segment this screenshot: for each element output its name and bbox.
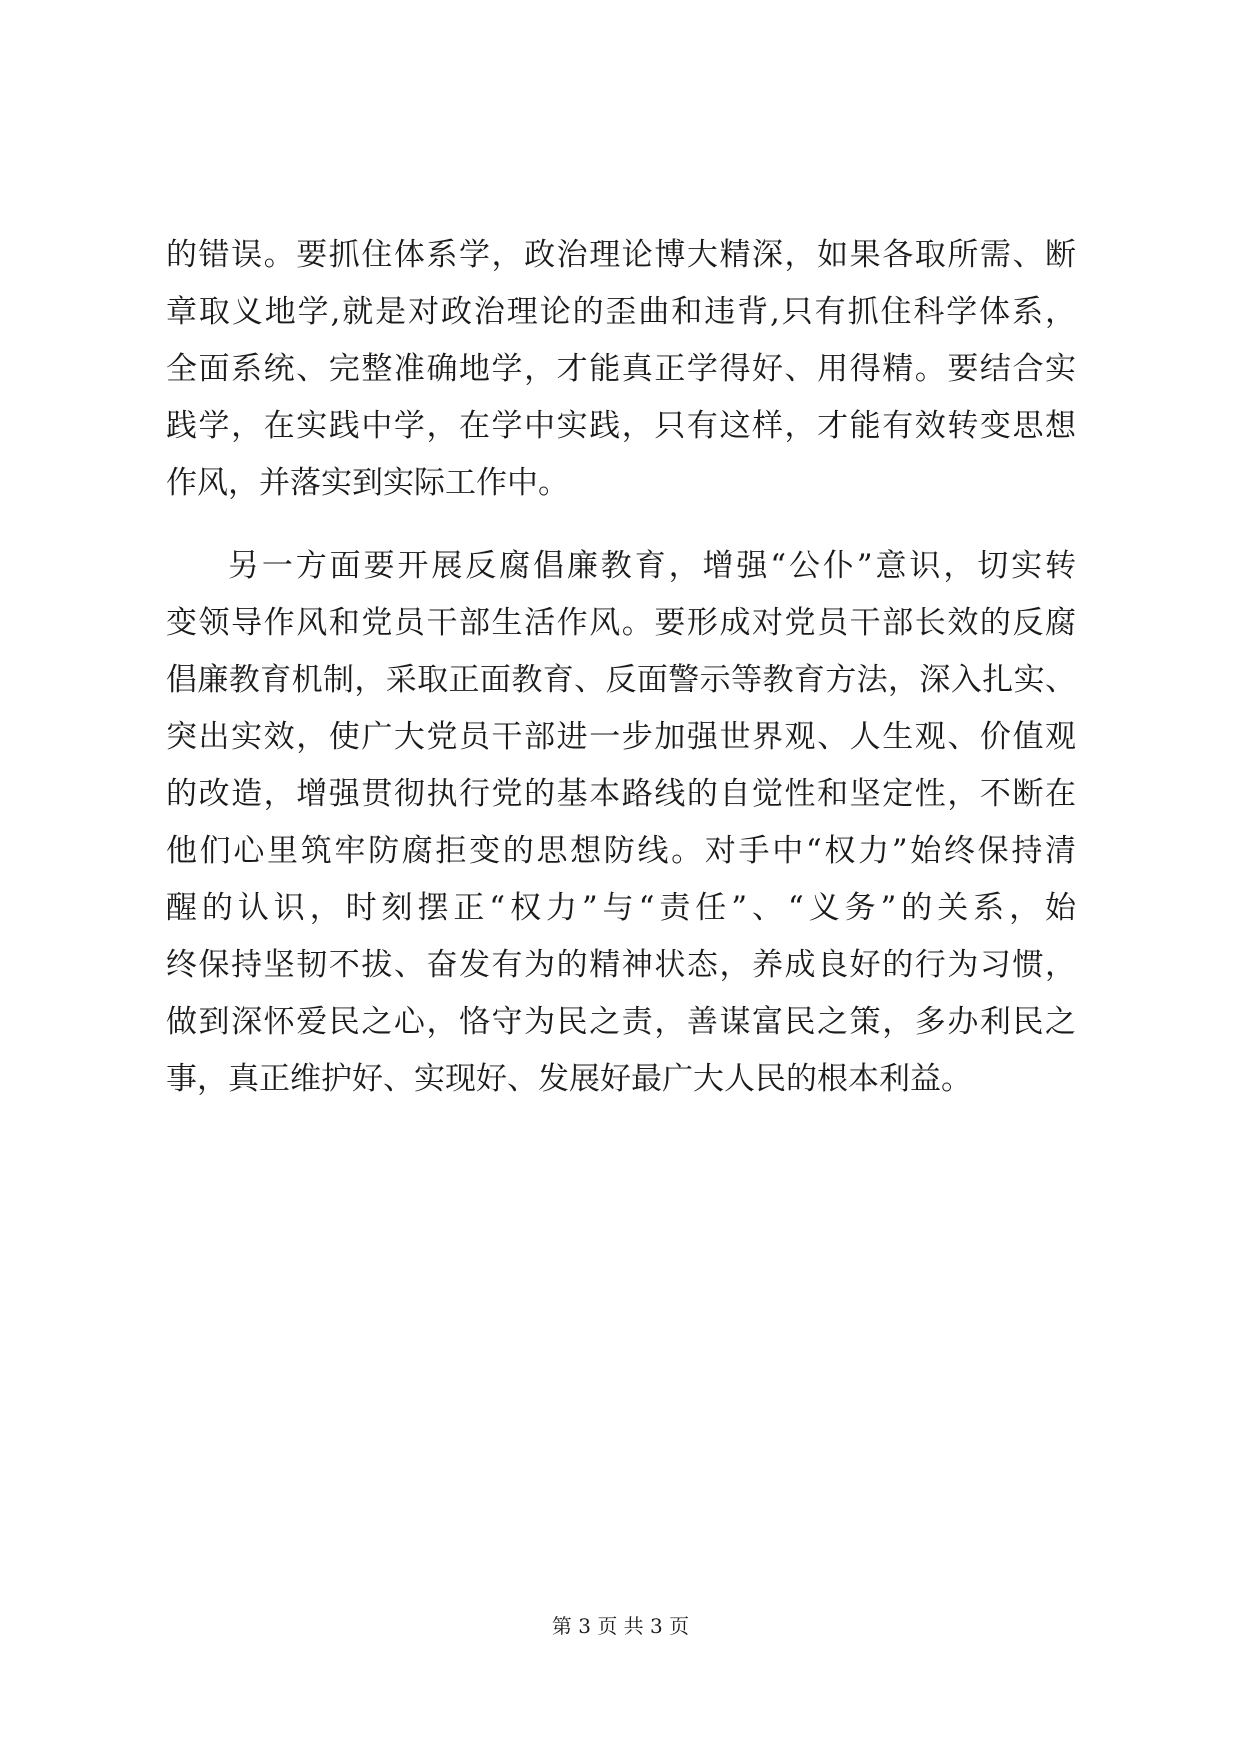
paragraph-line: 全面系统、完整准确地学，才能真正学得好、用得精。要结合实	[166, 351, 1076, 387]
paragraph-line: 突出实效，使广大党员干部进一步加强世界观、人生观、价值观	[166, 719, 1076, 755]
paragraph-1	[166, 227, 1076, 512]
paragraph-line: 终保持坚韧不拔、奋发有为的精神状态，养成良好的行为习惯，	[166, 947, 1076, 983]
paragraph-line: 醒的认识，时刻摆正“权力”与“责任”、“义务”的关系，始	[166, 890, 1076, 926]
paragraph-line: 做到深怀爱民之心，恪守为民之责，善谋富民之策，多办利民之	[166, 1004, 1076, 1040]
paragraph-line: 作风，并落实到实际工作中。	[166, 465, 569, 501]
paragraph-line: 变领导作风和党员干部生活作风。要形成对党员干部长效的反腐	[166, 605, 1076, 641]
paragraph-line: 的错误。要抓住体系学，政治理论博大精深，如果各取所需、断	[166, 237, 1076, 273]
page-number-footer: 第 3 页 共 3 页	[551, 1614, 690, 1638]
paragraph-line: 他们心里筑牢防腐拒变的思想防线。对手中“权力”始终保持清	[166, 833, 1076, 869]
paragraph-line: 事，真正维护好、实现好、发展好最广大人民的根本利益。	[166, 1061, 972, 1097]
paragraph-line: 践学，在实践中学，在学中实践，只有这样，才能有效转变思想	[166, 408, 1076, 444]
paragraph-line: 另一方面要开展反腐倡廉教育，增强“公仆”意识，切实转	[228, 548, 1076, 584]
paragraph-line: 倡廉教育机制，采取正面教育、反面警示等教育方法，深入扎实、	[166, 662, 1076, 698]
paragraph-line: 的改造，增强贯彻执行党的基本路线的自觉性和坚定性，不断在	[166, 776, 1076, 812]
paragraph-2	[166, 538, 1076, 1108]
paragraph-line: 章取义地学,就是对政治理论的歪曲和违背,只有抓住科学体系，	[166, 294, 1076, 330]
